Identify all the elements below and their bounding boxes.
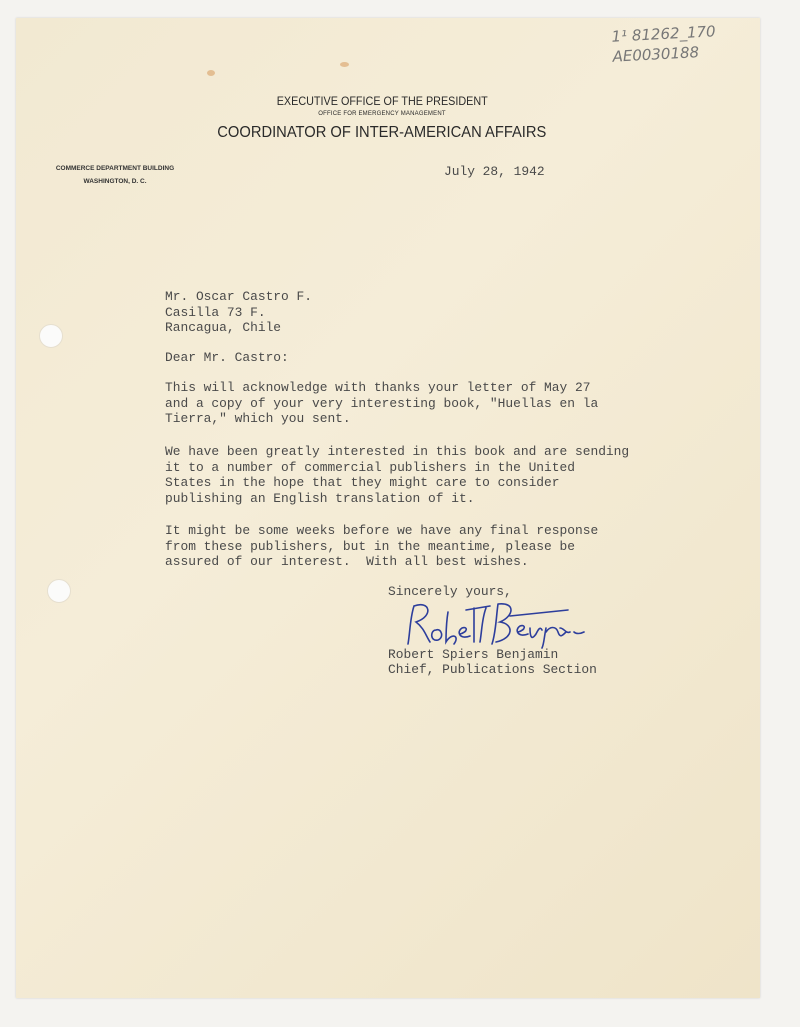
letter-date: July 28, 1942 xyxy=(444,164,545,179)
handwritten-signature xyxy=(400,598,590,650)
punch-hole xyxy=(39,324,63,348)
paragraph-1: This will acknowledge with thanks your letter of May 27 and a copy of your very interesting book, "Huellas en la Tierra," which you sent. xyxy=(165,380,599,426)
archive-ref-line: 1¹ 81262_170 xyxy=(611,22,717,46)
letterhead-line2: OFFICE FOR EMERGENCY MANAGEMENT xyxy=(318,111,446,117)
letterhead-line1: EXECUTIVE OFFICE OF THE PRESIDENT xyxy=(276,94,488,108)
letterhead-address-2: WASHINGTON, D. C. xyxy=(83,178,147,185)
letterhead-address-1: COMMERCE DEPARTMENT BUILDING xyxy=(55,165,175,172)
archive-reference xyxy=(611,21,717,66)
closing: Sincerely yours, xyxy=(388,584,512,599)
recipient-address: Mr. Oscar Castro F. Casilla 73 F. Rancagua, Chile xyxy=(165,289,312,335)
paragraph-3: It might be some weeks before we have any final response from these publishers, but in the meantime, please be assured of our interest. With all best wishes. xyxy=(165,523,599,569)
paragraph-2: We have been greatly interested in this book and are sending it to a number of commercial publishers in the United States in the hope that they might care to consider publishing an English translation of it. xyxy=(165,444,630,506)
punch-hole xyxy=(47,579,71,603)
letterhead-title: COORDINATOR OF INTER-AMERICAN AFFAIRS xyxy=(217,124,547,141)
salutation: Dear Mr. Castro: xyxy=(165,350,289,365)
signer-title: Chief, Publications Section xyxy=(388,662,597,677)
stain xyxy=(207,70,215,76)
stain xyxy=(340,62,349,67)
archive-ref-line: AE0030188 xyxy=(612,43,700,66)
signer-name: Robert Spiers Benjamin xyxy=(388,647,559,662)
